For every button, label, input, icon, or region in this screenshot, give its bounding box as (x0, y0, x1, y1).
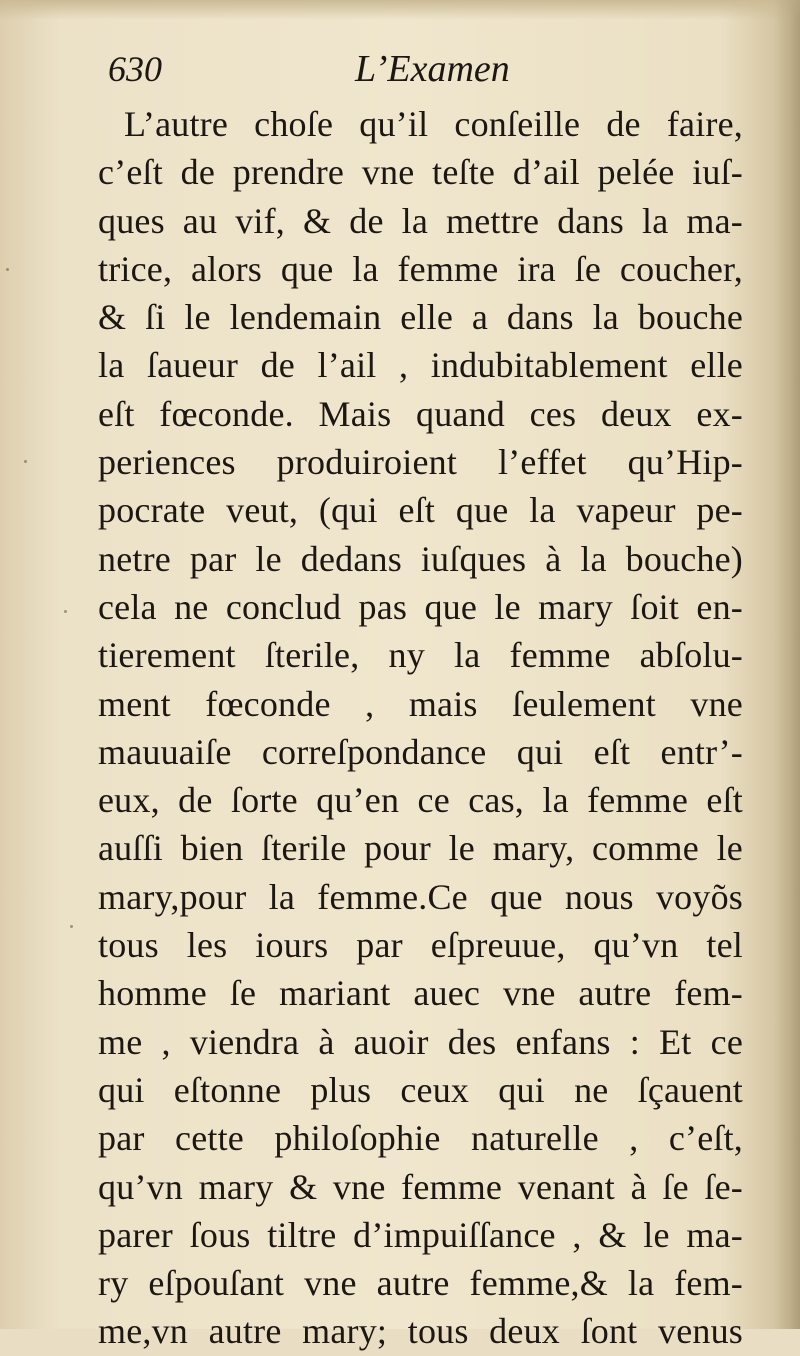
page-header (100, 45, 740, 93)
text-line: & ſi le lendemain elle a dans la bouche (98, 297, 743, 338)
text-line: ment fœconde , mais ſeulement vne (98, 683, 743, 724)
text-line: eux, de ſorte qu’en ce cas, la femme eſt (98, 780, 743, 821)
text-line: pocrate veut, (qui eſt que la vapeur pe- (98, 490, 743, 531)
page-number: 630 (108, 49, 162, 89)
text-line: ry eſpouſant vne autre femme,& la fem- (98, 1263, 743, 1304)
text-line: trice, alors que la femme ira ſe coucher, (98, 248, 743, 289)
paper-speck (24, 460, 27, 463)
text-line: mauuaiſe correſpondance qui eſt entr’- (98, 731, 743, 772)
text-line: qu’vn mary & vne femme venant à ſe ſe- (98, 1166, 743, 1207)
text-line: eſt fœconde. Mais quand ces deux ex- (98, 393, 743, 434)
text-line: mary,pour la femme.Ce que nous voyõs (98, 876, 743, 917)
paper-speck (6, 268, 9, 271)
text-line: periences produiroient l’effet qu’Hip- (98, 442, 743, 483)
text-line: netre par le dedans iuſques à la bouche) (98, 538, 743, 579)
text-line: cela ne conclud pas que le mary ſoit en- (98, 586, 743, 627)
text-line: tierement ſterile, ny la femme abſolu- (98, 635, 743, 676)
text-line: parer ſous tiltre d’impuiſſance , & le ma- (98, 1214, 743, 1255)
text-line: qui eſtonne plus ceux qui ne ſçauent (98, 1069, 743, 1110)
paper-speck (64, 610, 67, 613)
text-line: par cette philoſophie naturelle , c’eſt, (98, 1118, 743, 1159)
text-line: auſſi bien ſterile pour le mary, comme le (98, 828, 743, 869)
text-line: me , viendra à auoir des enfans : Et ce (98, 1021, 743, 1062)
page-top-shadow (0, 0, 800, 20)
running-head: L’Examen (355, 48, 510, 90)
text-line: la ſaueur de l’ail , indubitablement elle (98, 345, 743, 386)
text-line: tous les iours par eſpreuue, qu’vn tel (98, 925, 743, 966)
text-line: c’eſt de prendre vne teſte d’ail pelée iuſ- (98, 152, 743, 193)
text-line: L’autre choſe qu’il conſeille de faire, (124, 104, 743, 144)
text-line: homme ſe mariant auec vne autre fem- (98, 973, 743, 1014)
text-line: ques au vif, & de la mettre dans la ma- (98, 200, 743, 241)
paper-speck (70, 925, 73, 928)
page-gutter-shadow (774, 0, 800, 1329)
text-line: me,vn autre mary; tous deux ſont venus (98, 1311, 743, 1352)
body-text (98, 100, 743, 1356)
